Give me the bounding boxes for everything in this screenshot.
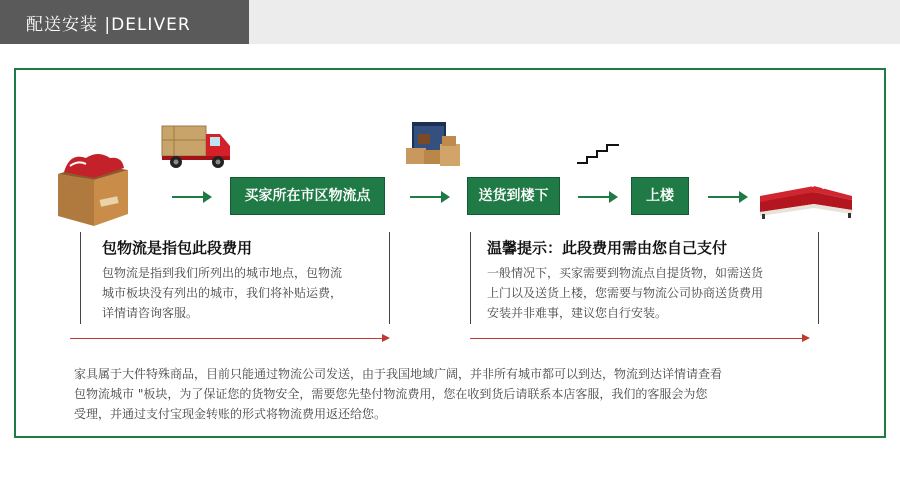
bracket-line bbox=[818, 232, 819, 324]
step-pickup-point: 买家所在市区物流点 bbox=[230, 177, 385, 215]
page-title: 配送安装 |DELIVER bbox=[26, 15, 191, 35]
text-line: 家具属于大件特殊商品，目前只能通过物流公司发送，由于我国地域广阔，并非所有城市都可以到达，物流到达详情请查看 bbox=[74, 367, 723, 381]
flow-arrow bbox=[708, 196, 746, 198]
stairs-icon bbox=[575, 143, 621, 165]
bracket-line bbox=[80, 232, 81, 324]
bracket-line bbox=[389, 232, 390, 324]
delivery-truck-icon bbox=[160, 122, 234, 170]
text-line: 包物流是指到我们所列出的城市地点，包物流 bbox=[102, 266, 343, 280]
text-line: 安装并非难事，建议您自行安装。 bbox=[487, 306, 668, 320]
flow-arrow bbox=[578, 196, 616, 198]
header-tab bbox=[0, 0, 249, 44]
text-line: 一般情况下，买家需要到物流点自提货物，如需送货 bbox=[487, 266, 764, 280]
bracket-line bbox=[470, 232, 471, 324]
text-line: 受理，并通过支付宝现金转账的形式将物流费用返还给您。 bbox=[74, 407, 387, 421]
step-upstairs: 上楼 bbox=[631, 177, 689, 215]
sectional-sofa-icon bbox=[756, 178, 856, 220]
flow-arrow bbox=[410, 196, 448, 198]
range-arrow bbox=[70, 338, 388, 339]
flow-arrow bbox=[172, 196, 210, 198]
text-line: 上门以及送货上楼，您需要与物流公司协商送货费用 bbox=[487, 286, 764, 300]
text-line: 包物流城市 "板块，为了保证您的货物安全，需要您先垫付物流费用，您在收到货后请联系本店客服，我们的客服会为您 bbox=[74, 387, 708, 401]
box-with-sofa-icon bbox=[50, 150, 132, 228]
range-arrow bbox=[470, 338, 808, 339]
text-line: 详情请咨询客服。 bbox=[102, 306, 199, 320]
included-shipping-text bbox=[102, 263, 384, 323]
shipping-explanation bbox=[74, 364, 834, 424]
notice-title: 温馨提示：此段费用需由您自己支付 bbox=[487, 239, 728, 257]
warehouse-boxes-icon bbox=[402, 120, 464, 170]
notice-text bbox=[487, 263, 817, 323]
step-deliver-downstairs: 送货到楼下 bbox=[467, 177, 560, 215]
text-line: 城市板块没有列出的城市，我们将补贴运费， bbox=[102, 286, 343, 300]
included-shipping-title: 包物流是指包此段费用 bbox=[102, 239, 253, 257]
